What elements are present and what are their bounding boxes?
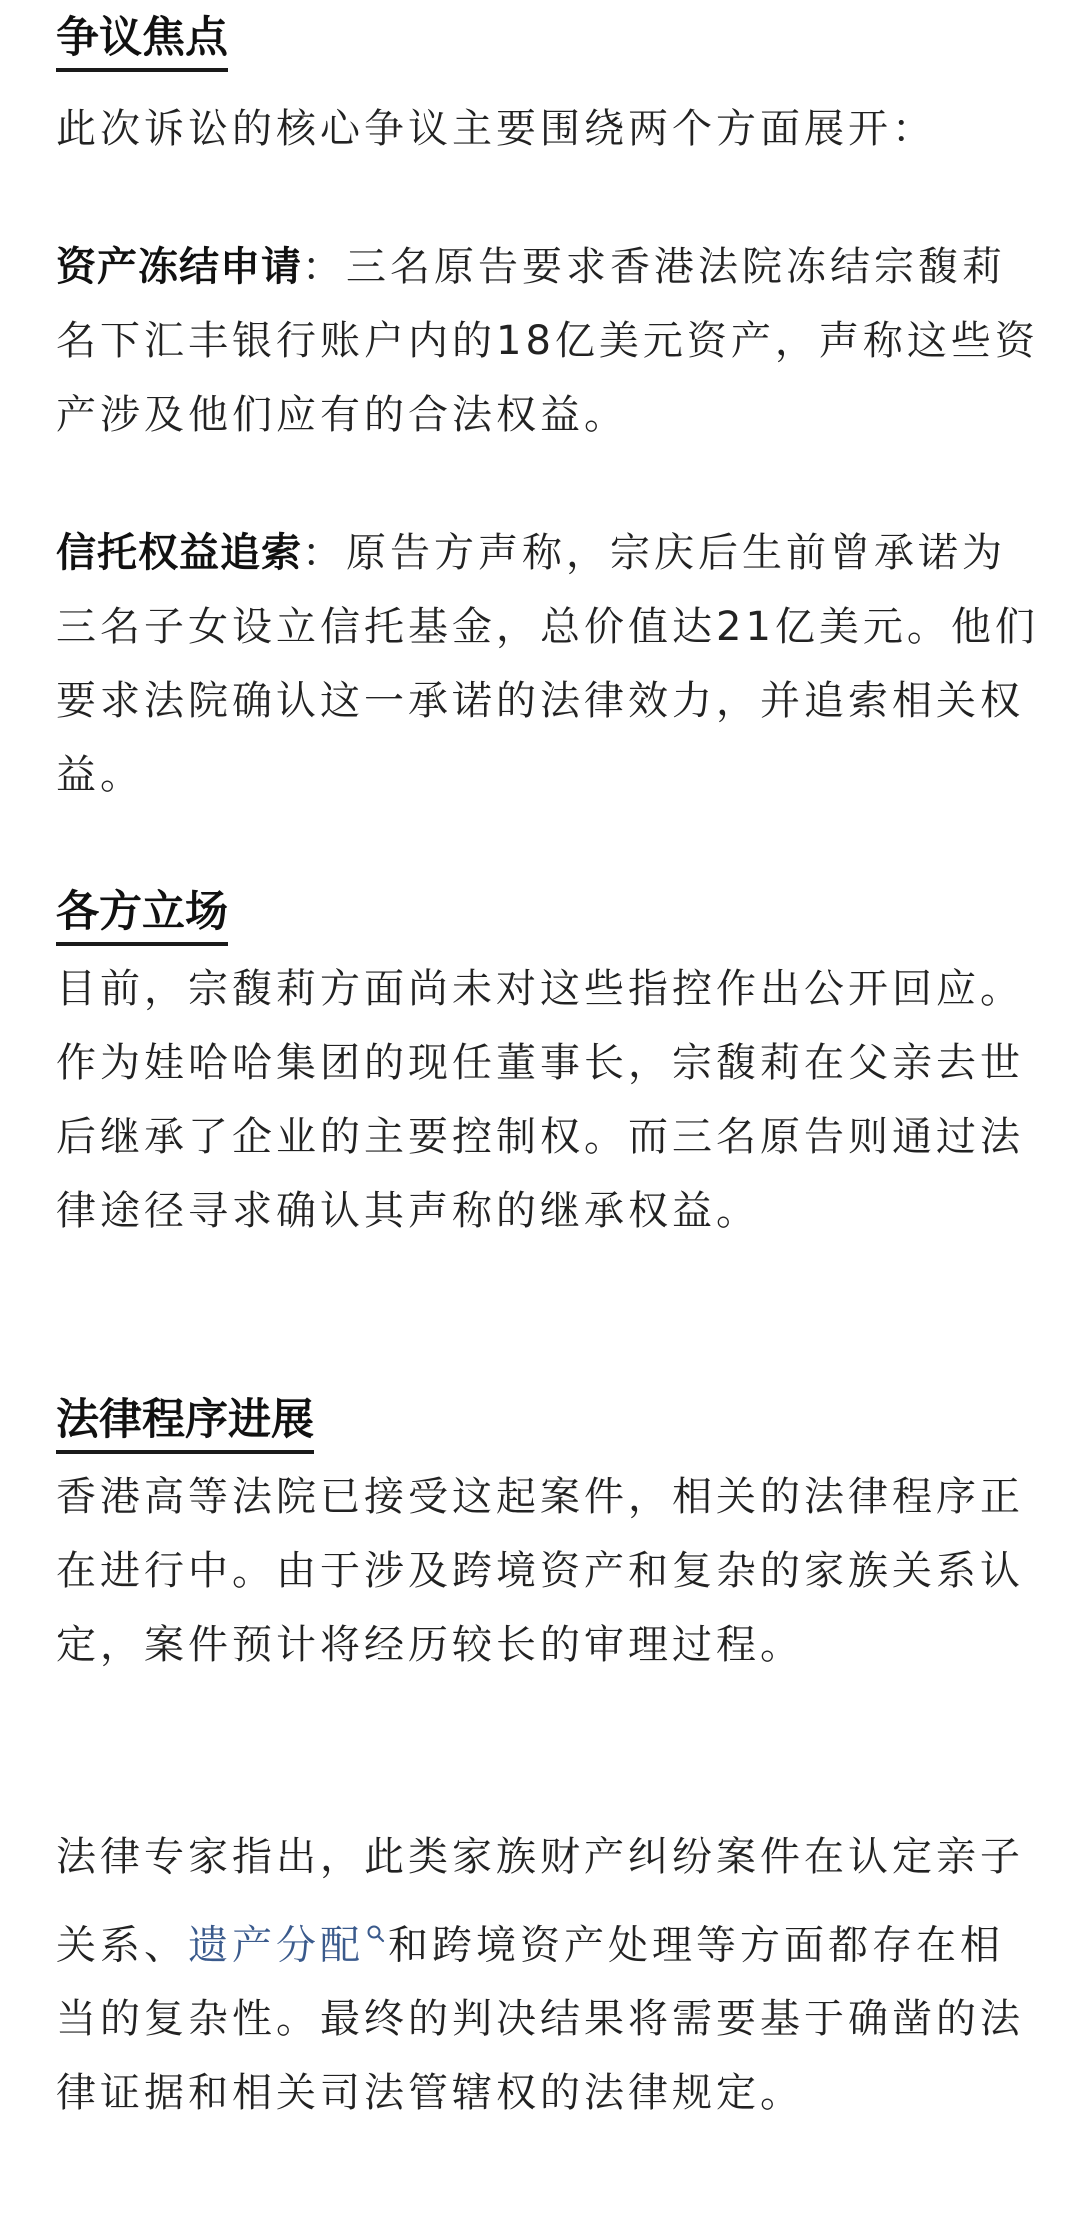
section-heading-positions: 各方立场 xyxy=(56,886,228,946)
paragraph-progress: 香港高等法院已接受这起案件，相关的法律程序正在进行中。由于涉及跨境资产和复杂的家族关系认定，案件预计将经历较长的审理过程。 xyxy=(56,1474,1024,1668)
section-heading-progress: 法律程序进展 xyxy=(56,1394,314,1454)
paragraph-asset-freeze xyxy=(56,230,1040,452)
section-heading-dispute: 争议焦点 xyxy=(56,12,228,72)
paragraph-expert xyxy=(56,1820,1040,2130)
expert-text-after: 和跨境资产处理等方面都存在相当的复杂性。最终的判决结果将需要基于确凿的法律证据和相关司法管辖权的法律规定。 xyxy=(56,1922,1024,2117)
dispute-intro: 此次诉讼的核心争议主要围绕两个方面展开： xyxy=(56,106,936,152)
asset-freeze-text: ：三名原告要求香港法院冻结宗馥莉名下汇丰银行账户内的18亿美元资产，声称这些资产涉及他们应有的合法权益。 xyxy=(56,244,1039,438)
expert-text-before: 法律专家指出，此类家族财产纠纷案件在认定亲子关系、 xyxy=(56,1834,1024,1969)
inheritance-link[interactable]: 遗产分配 xyxy=(188,1922,364,1969)
asset-freeze-lead: 资产冻结申请 xyxy=(56,244,302,290)
trust-claim-lead: 信托权益追索 xyxy=(56,530,302,576)
trust-claim-text: ：原告方声称，宗庆后生前曾承诺为三名子女设立信托基金，总价值达21亿美元。他们要求法院确认这一承诺的法律效力，并追索相关权益。 xyxy=(56,530,1039,798)
paragraph-positions: 目前，宗馥莉方面尚未对这些指控作出公开回应。作为娃哈哈集团的现任董事长，宗馥莉在父亲去世后继承了企业的主要控制权。而三名原告则通过法律途径寻求确认其声称的继承权益。 xyxy=(56,966,1024,1234)
paragraph-trust-claim xyxy=(56,516,1040,812)
search-icon[interactable] xyxy=(366,1894,386,1914)
